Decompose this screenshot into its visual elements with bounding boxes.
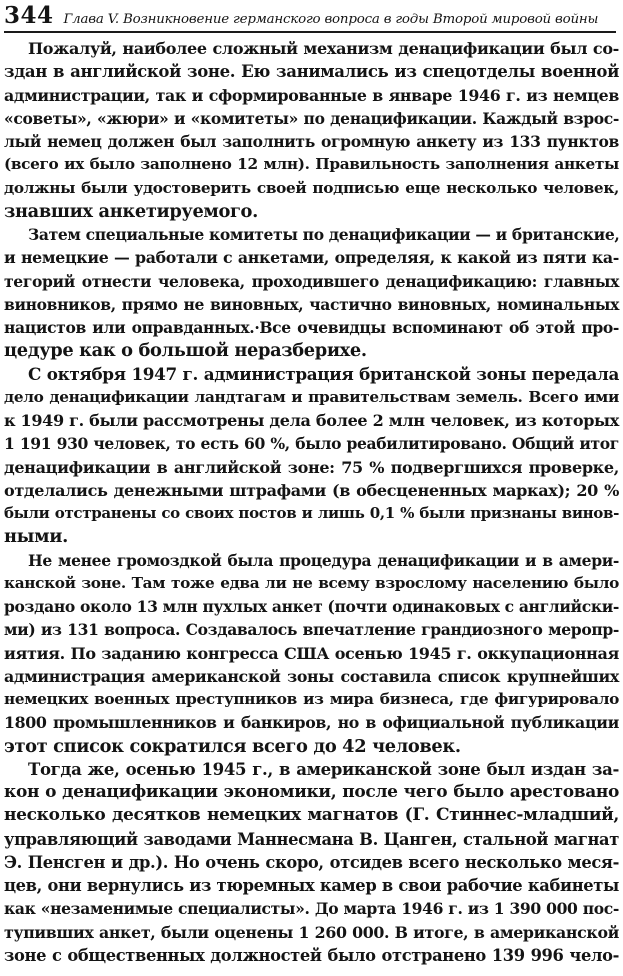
text-line: «советы», «жюри» и «комитеты» по денацификации. Каждый взрос- [4, 108, 619, 128]
text-line: лый немец должен был заполнить огромную анкету из 133 пунктов [4, 132, 619, 151]
text-line: как «незаменимые специалисты». До марта 1946 г. из 1 390 000 пос- [4, 899, 619, 919]
text-line: виновников, прямо не виновных, частично виновных, номинальных [4, 294, 619, 314]
text-line: отделались денежными штрафами (в обесцененных марках); 20 % [4, 480, 619, 500]
text-line: тупивших анкет, были оценены 1 260 000. В итоге, в американской [4, 922, 619, 942]
text-line: администрации, так и сформированные в январе 1946 г. из немцев [4, 85, 619, 105]
text-line: ми) из 131 вопроса. Создавалось впечатление грандиозного меропр- [4, 620, 619, 640]
text-line: этот список сократился всего до 42 человек. [4, 735, 461, 757]
text-line: были отстранены со своих постов и лишь 0,1 % были признаны винов- [4, 504, 619, 522]
text-line: цедуре как о большой неразберихе. [4, 340, 367, 362]
running-title: Глава V. Возникновение германского вопроса в годы Второй мировой войны [63, 12, 599, 27]
text-line: зоне с общественных должностей было отстранено 139 996 чело- [4, 945, 619, 965]
text-line: администрация американской зоны составила список крупнейших [4, 666, 619, 686]
text-line: С октября 1947 г. администрация британской зоны передала [28, 363, 619, 384]
text-line: знавших анкетируемого. [4, 200, 258, 222]
text-line: нацистов или оправданных.·Все очевидцы вспоминают об этой про- [4, 318, 619, 337]
text-line: тегорий отнести человека, проходившего денацификацию: главных [4, 271, 619, 291]
text-line: Э. Пенсген и др.). Но очень скоро, отсидев всего несколько меся- [4, 852, 619, 872]
text-line: Тогда же, осенью 1945 г., в американской зоне был издан за- [28, 758, 619, 779]
text-line: Пожалуй, наиболее сложный механизм денацификации был со- [28, 39, 619, 58]
text-line: 1 191 930 человек, то есть 60 %, было реабилитировано. Общий итог [4, 434, 619, 454]
page-number: 344 [4, 2, 54, 29]
text-line: (всего их было заполнено 12 млн). Правильность заполнения анкеты [4, 155, 619, 174]
text-line: роздано около 13 млн пухлых анкет (почти одинаковых с английски- [4, 597, 619, 616]
text-line: здан в английской зоне. Ею занимались из спецотделы военной [4, 61, 619, 82]
text-line: и немецкие — работали с анкетами, определяя, к какой из пяти ка- [4, 248, 619, 268]
text-line: Затем специальные комитеты по денацификации — и британские, [28, 225, 620, 244]
text-line: должны были удостоверить своей подписью еще несколько человек, [4, 178, 619, 197]
text-line: к 1949 г. были рассмотрены дела более 2 млн человек, из которых [4, 411, 619, 430]
text-line: иятия. По заданию конгресса США осенью 1945 г. оккупационная [4, 643, 619, 663]
header-rule [4, 31, 616, 33]
text-line: немецких военных преступников из мира бизнеса, где фигурировало [4, 690, 619, 708]
body-text [4, 37, 619, 967]
text-line: несколько десятков немецких магнатов (Г. Стиннес-младший, [4, 805, 619, 826]
text-line: канской зоне. Там тоже едва ли не всему взрослому населению было [4, 573, 619, 592]
running-head [4, 2, 619, 30]
text-line: кон о денацификации экономики, после чего было арестовано [4, 782, 619, 802]
text-line: 1800 промышленников и банкиров, но в официальной публикации [4, 713, 619, 733]
text-line: денацификации в английской зоне: 75 % подвергшихся проверке, [4, 457, 619, 477]
text-line: ными. [4, 526, 68, 548]
text-line: цев, они вернулись из тюремных камер в свои рабочие кабинеты [4, 876, 619, 895]
text-line: управляющий заводами Маннесмана В. Цанген, стальной магнат [4, 829, 619, 849]
text-line: Не менее громоздкой была процедура денацификации и в амери- [28, 550, 619, 570]
text-line: дело денацификации ландтагам и правительствам земель. Всего ими [4, 387, 619, 406]
